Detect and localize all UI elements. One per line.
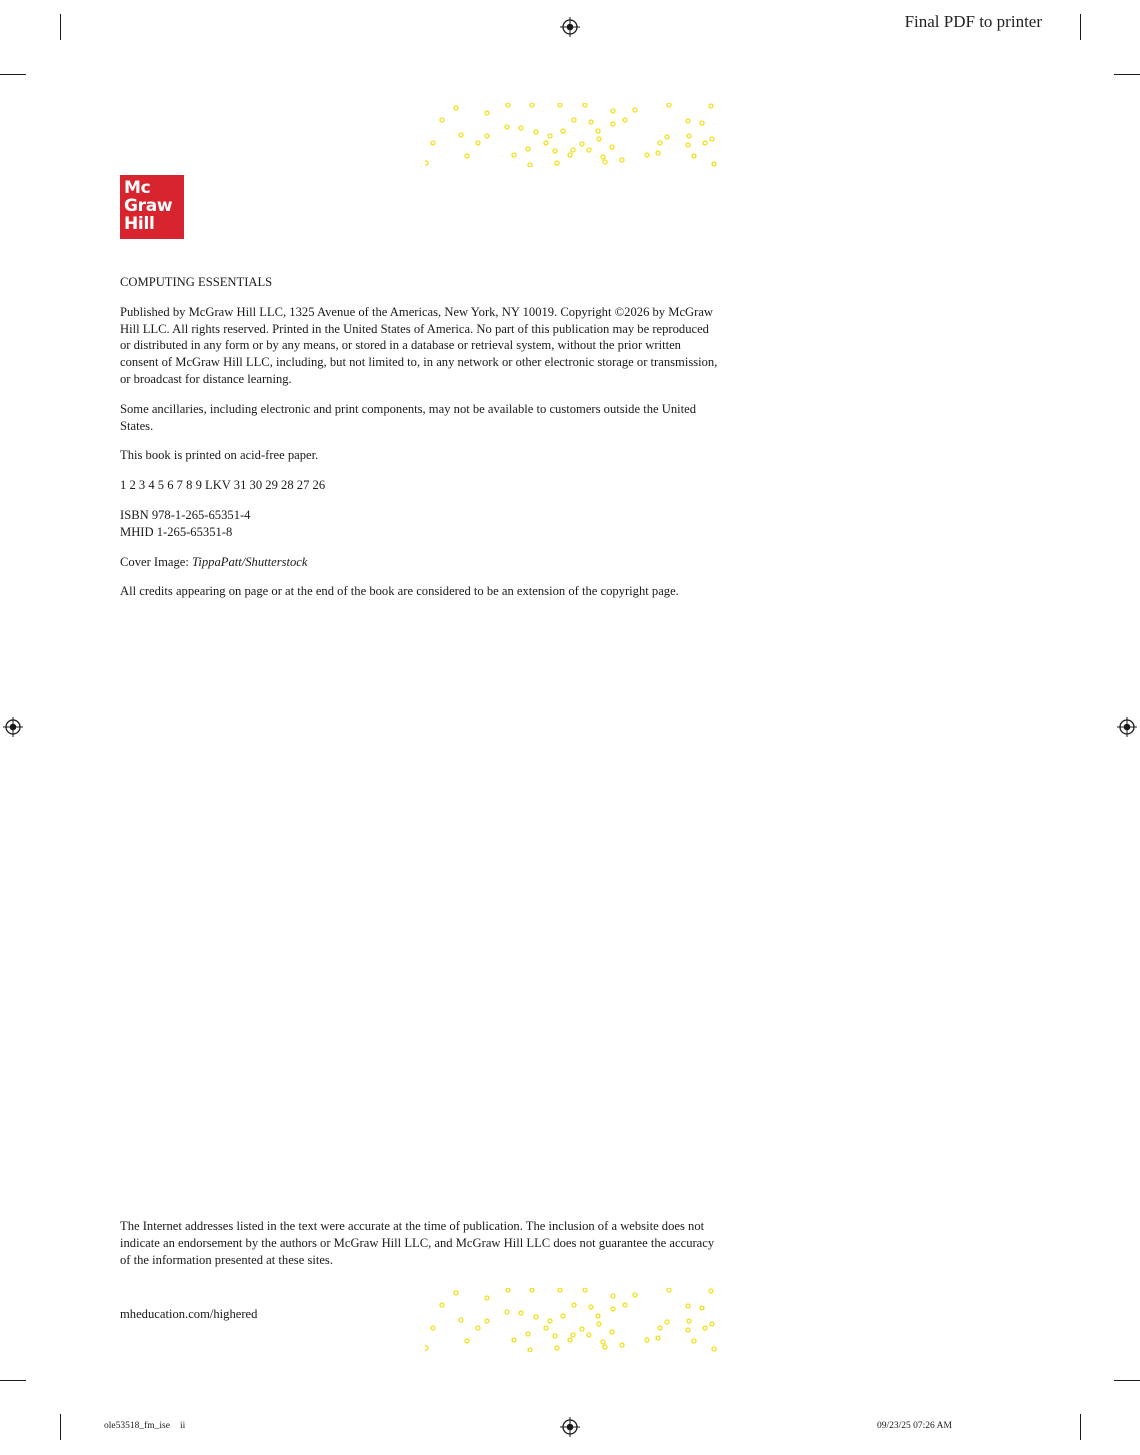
decorative-dot — [665, 1320, 669, 1324]
decorative-dot — [623, 118, 627, 122]
print-line: 1 2 3 4 5 6 7 8 9 LKV 31 30 29 28 27 26 — [120, 478, 326, 493]
decorative-dot — [572, 118, 576, 122]
decorative-dot — [526, 147, 530, 151]
decorative-dot — [610, 145, 614, 149]
cover-image-source: TippaPatt/Shutterstock — [192, 554, 308, 569]
decorative-dot — [687, 1319, 691, 1323]
website-url: mheducation.com/highered — [120, 1307, 258, 1321]
decorative-dot — [528, 163, 532, 167]
crop-mark-bottom-right — [1080, 1414, 1081, 1440]
cover-image-label: Cover Image: — [120, 554, 193, 569]
decorative-dot — [431, 1326, 435, 1330]
decorative-dot — [700, 1306, 704, 1310]
decorative-dot — [561, 1314, 565, 1318]
logo-line-2: Graw — [124, 196, 173, 216]
decorative-dot — [589, 120, 593, 124]
slug-filename: ole53518_fm_ise — [104, 1421, 170, 1431]
decorative-dot — [571, 148, 575, 152]
decorative-dot — [692, 1339, 696, 1343]
decorative-dot — [597, 1322, 601, 1326]
decorative-dot — [712, 162, 716, 166]
decorative-dot — [703, 1326, 707, 1330]
mcgraw-hill-logo — [120, 175, 184, 239]
decorative-dot — [620, 1343, 624, 1347]
decorative-dot — [505, 125, 509, 129]
decorative-dot — [603, 1345, 607, 1349]
decorative-dot — [623, 1303, 627, 1307]
decorative-dot — [526, 1332, 530, 1336]
decorative-dot — [710, 1322, 714, 1326]
decorative-dot — [611, 122, 615, 126]
decorative-dot — [548, 1319, 552, 1323]
decorative-dot — [700, 121, 704, 125]
book-title: COMPUTING ESSENTIALS — [120, 275, 273, 289]
crop-mark-top-right — [1080, 14, 1081, 40]
printer-note: Final PDF to printer — [904, 12, 1042, 31]
decorative-dot — [558, 1288, 562, 1292]
decorative-dot — [611, 1307, 615, 1311]
decorative-dot — [583, 1288, 587, 1292]
decorative-dot — [558, 103, 562, 107]
decorative-dot — [709, 104, 713, 108]
decorative-dot — [667, 103, 671, 107]
decorative-dot — [530, 1288, 534, 1292]
decorative-dot — [656, 151, 660, 155]
decorative-dot — [709, 1289, 713, 1293]
decorative-dot — [506, 1288, 510, 1292]
credits-paragraph: All credits appearing on page or at the end of the book are considered to be an extension of the copyright page. — [120, 584, 679, 599]
decorative-dot — [553, 1334, 557, 1338]
registration-mark-top-icon — [560, 17, 580, 37]
file-slug — [104, 1421, 195, 1431]
decorative-dot — [658, 1326, 662, 1330]
decorative-dot — [555, 1346, 559, 1350]
decorative-dot — [476, 1326, 480, 1330]
decorative-dot — [633, 1293, 637, 1297]
decorative-dot — [645, 1338, 649, 1342]
crop-mark-bottom-left — [60, 1414, 61, 1440]
paper-paragraph: This book is printed on acid-free paper. — [120, 448, 319, 463]
decorative-dot — [686, 1328, 690, 1332]
decorative-dot — [580, 1327, 584, 1331]
decorative-dot — [568, 1338, 572, 1342]
decorative-dot — [692, 154, 696, 158]
decorative-dot — [485, 1296, 489, 1300]
decorative-dot — [686, 119, 690, 123]
dot-pattern-top — [425, 103, 717, 167]
decorative-dot — [530, 103, 534, 107]
decorative-dot — [633, 108, 637, 112]
decorative-dot — [454, 106, 458, 110]
decorative-dot — [465, 154, 469, 158]
decorative-dot — [459, 1318, 463, 1322]
logo-line-1: Mc — [124, 178, 151, 198]
decorative-dot — [656, 1336, 660, 1340]
crop-mark-bottom-left-h — [0, 1380, 26, 1381]
decorative-dot — [601, 1340, 605, 1344]
decorative-dot — [596, 129, 600, 133]
mhid: MHID 1-265-65351-8 — [120, 524, 233, 539]
decorative-dot — [476, 141, 480, 145]
cover-image-credit — [120, 554, 720, 571]
crop-mark-top-right-h — [1114, 74, 1140, 75]
decorative-dot — [505, 1310, 509, 1314]
decorative-dot — [555, 161, 559, 165]
decorative-dot — [686, 1304, 690, 1308]
publisher-paragraph: Published by McGraw Hill LLC, 1325 Avenue of the Americas, New York, NY 10019. Copyright ©2026 by McGraw Hill LLC. All rights reserved. Printed in the United States of America. No part of this publication may be reproduced or distributed in any form or by any means, or stored in a database or retrieval system, without the prior written consent of McGraw Hill LLC, including, but not limited to, in any network or other electronic storage or transmission, or broadcast for distance learning. — [120, 304, 718, 386]
decorative-dot — [580, 142, 584, 146]
decorative-dot — [568, 153, 572, 157]
decorative-dot — [485, 1319, 489, 1323]
decorative-dot — [519, 126, 523, 130]
decorative-dot — [553, 149, 557, 153]
decorative-dot — [534, 1315, 538, 1319]
decorative-dot — [425, 1346, 428, 1350]
slug-timestamp: 09/23/25 07:26 AM — [877, 1421, 952, 1431]
decorative-dot — [548, 134, 552, 138]
decorative-dot — [665, 135, 669, 139]
decorative-dot — [611, 109, 615, 113]
decorative-dot — [440, 118, 444, 122]
decorative-dot — [687, 134, 691, 138]
decorative-dot — [620, 158, 624, 162]
ancillaries-paragraph: Some ancillaries, including electronic and print components, may not be available to customers outside the United States. — [120, 401, 697, 433]
decorative-dot — [534, 130, 538, 134]
decorative-dot — [544, 1326, 548, 1330]
decorative-dot — [506, 103, 510, 107]
decorative-dot — [603, 160, 607, 164]
decorative-dot — [596, 1314, 600, 1318]
decorative-dot — [561, 129, 565, 133]
registration-mark-right-icon — [1117, 717, 1137, 737]
registration-mark-bottom-icon — [560, 1417, 580, 1437]
crop-mark-top-left-h — [0, 74, 26, 75]
logo-line-3: Hill — [124, 214, 155, 234]
decorative-dot — [610, 1330, 614, 1334]
dot-pattern-bottom — [425, 1288, 717, 1352]
decorative-dot — [583, 103, 587, 107]
decorative-dot — [425, 161, 428, 165]
decorative-dot — [431, 141, 435, 145]
decorative-dot — [710, 137, 714, 141]
decorative-dot — [485, 111, 489, 115]
crop-mark-bottom-right-h — [1114, 1380, 1140, 1381]
decorative-dot — [589, 1305, 593, 1309]
decorative-dot — [645, 153, 649, 157]
decorative-dot — [459, 133, 463, 137]
decorative-dot — [572, 1303, 576, 1307]
decorative-dot — [512, 153, 516, 157]
registration-mark-left-icon — [3, 717, 23, 737]
decorative-dot — [528, 1348, 532, 1352]
decorative-dot — [667, 1288, 671, 1292]
decorative-dot — [465, 1339, 469, 1343]
decorative-dot — [703, 141, 707, 145]
decorative-dot — [544, 141, 548, 145]
decorative-dot — [601, 155, 605, 159]
decorative-dot — [440, 1303, 444, 1307]
decorative-dot — [597, 137, 601, 141]
decorative-dot — [519, 1311, 523, 1315]
crop-mark-top-left — [60, 14, 61, 40]
decorative-dot — [454, 1291, 458, 1295]
internet-disclaimer-text: The Internet addresses listed in the text were accurate at the time of publication. The inclusion of a website does not indicate an endorsement by the authors or McGraw Hill LLC, and McGraw Hill LLC does not guarantee the accuracy of the information presented at these sites. — [120, 1219, 715, 1267]
decorative-dot — [712, 1347, 716, 1351]
decorative-dot — [512, 1338, 516, 1342]
copyright-content — [120, 274, 720, 613]
decorative-dot — [587, 148, 591, 152]
decorative-dot — [571, 1333, 575, 1337]
decorative-dot — [611, 1294, 615, 1298]
slug-page-number: ii — [179, 1421, 186, 1431]
decorative-dot — [658, 141, 662, 145]
decorative-dot — [485, 134, 489, 138]
internet-disclaimer — [120, 1218, 720, 1268]
isbn: ISBN 978-1-265-65351-4 — [120, 507, 251, 522]
decorative-dot — [686, 143, 690, 147]
decorative-dot — [587, 1333, 591, 1337]
